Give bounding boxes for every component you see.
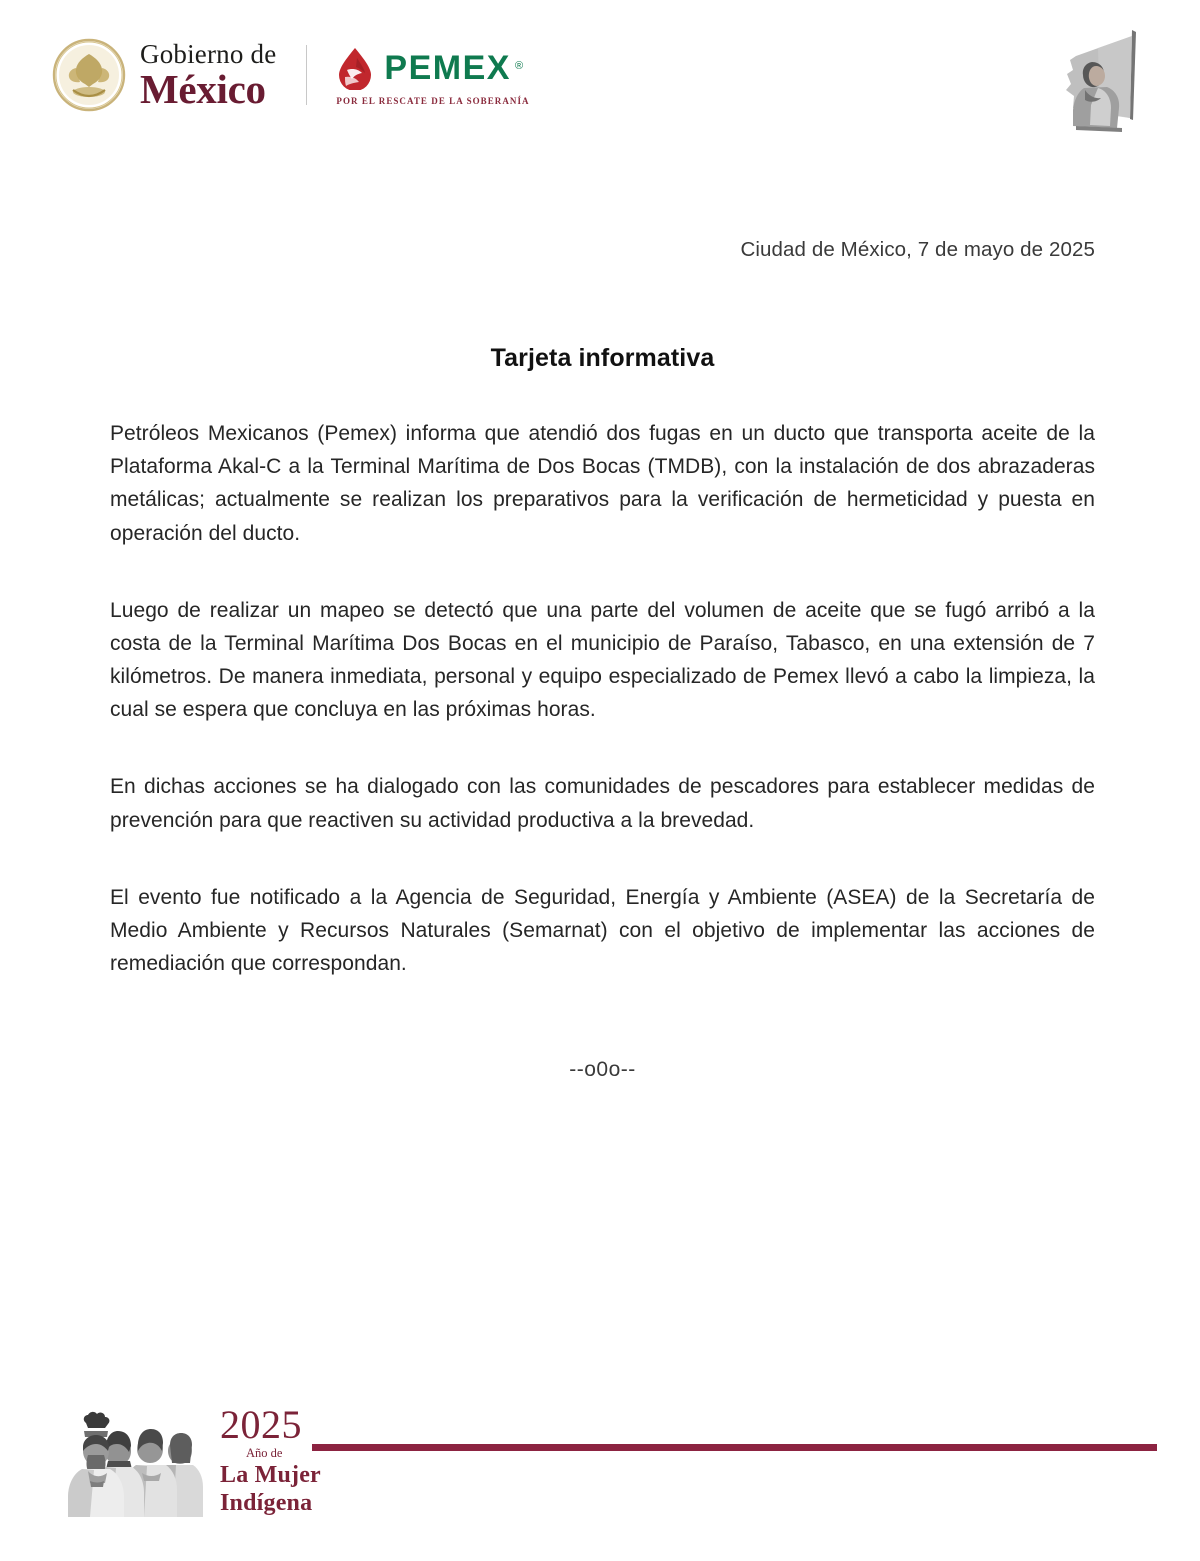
flag-bearer-watermark-icon bbox=[1040, 22, 1158, 140]
document-paragraphs bbox=[110, 417, 1095, 980]
footer-year: 2025 bbox=[220, 1401, 302, 1447]
gobierno-label: Gobierno de bbox=[140, 38, 277, 69]
paragraph-4: El evento fue notificado a la Agencia de Seguridad, Energía y Ambiente (ASEA) de la Secretaría de Medio Ambiente y Recursos Naturales (Semarnat) con el objetivo de implementar las acciones de remediación que correspondan. bbox=[110, 885, 1095, 976]
page-header bbox=[0, 0, 1200, 160]
gobierno-de-mexico-wordmark bbox=[140, 38, 277, 112]
page-footer bbox=[0, 1401, 1200, 1535]
paragraph-1: Petróleos Mexicanos (Pemex) informa que atendió dos fugas en un ducto que transporta aceite de la Plataforma Akal-C a la Terminal Marítima de Dos Bocas (TMDB), con la instalación de dos abrazaderas metálicas; actualmente se realizan los preparativos para la verificación de hermeticidad y puesta en operación del ducto. bbox=[110, 422, 1095, 545]
brand-lockup bbox=[52, 38, 530, 112]
paragraph-3: En dichas acciones se ha dialogado con las comunidades de pescadores para establecer medidas de prevención para que reactiven su actividad productiva a la brevedad. bbox=[110, 775, 1095, 832]
page-title: Tarjeta informativa bbox=[490, 344, 715, 372]
pemex-lockup bbox=[333, 44, 529, 106]
pemex-tagline: POR EL RESCATE DE LA SOBERANÍA bbox=[336, 96, 530, 106]
footer-year-block bbox=[220, 1401, 321, 1522]
pemex-eagle-drop-icon bbox=[333, 46, 377, 90]
footer-theme-line-2: Indígena bbox=[220, 1490, 313, 1516]
paragraph-2: Luego de realizar un mapeo se detectó que una parte del volumen de aceite que se fugó arribó a la costa de la Terminal Marítima Dos Bocas en el municipio de Paraíso, Tabasco, en una extensión de 7 kilómetros. De manera inmediata, personal y equipo especializado de Pemex llevó a cabo la limpieza, la cual se espera que concluya en las próximas horas. bbox=[110, 598, 1095, 722]
mexican-coat-of-arms-icon bbox=[52, 38, 126, 112]
indigenous-women-illustration-icon bbox=[62, 1409, 214, 1521]
document-body bbox=[110, 238, 1095, 1082]
pemex-registered-mark: ® bbox=[514, 60, 524, 72]
footer-theme-line-1: La Mujer bbox=[220, 1462, 321, 1488]
brand-divider bbox=[306, 45, 307, 105]
mexico-label: México bbox=[140, 65, 266, 112]
pemex-wordmark: PEMEX bbox=[384, 49, 511, 87]
closing-mark: --o0o-- bbox=[569, 1058, 636, 1082]
year-of-indigenous-women-badge bbox=[62, 1401, 321, 1521]
footer-rule bbox=[312, 1444, 1157, 1451]
footer-ano-de-label: Año de bbox=[246, 1445, 283, 1460]
dateline: Ciudad de México, 7 de mayo de 2025 bbox=[740, 238, 1095, 261]
